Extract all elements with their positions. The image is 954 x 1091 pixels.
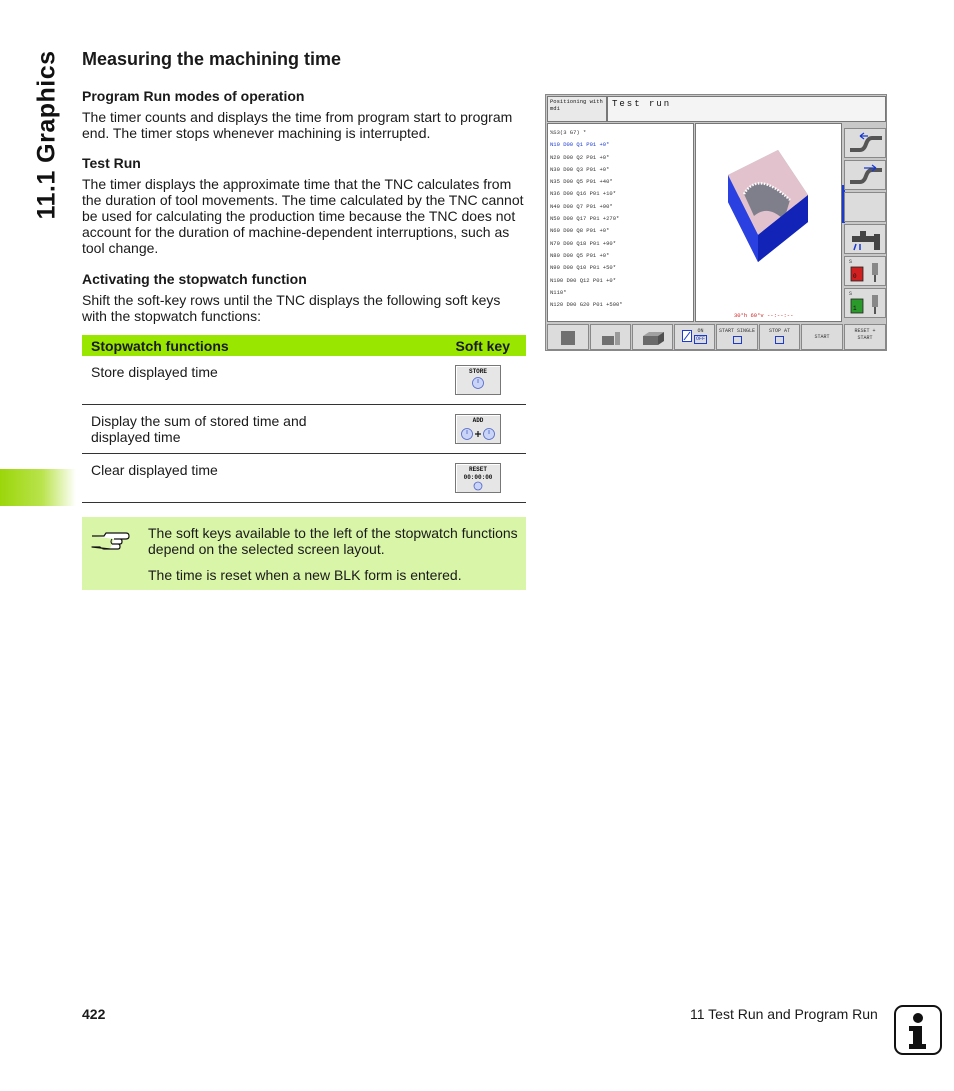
table-header (82, 335, 526, 356)
program-line: N110* (550, 288, 567, 296)
start-softkey[interactable] (801, 324, 843, 350)
spindle-on-softkey[interactable] (844, 288, 886, 318)
curve-arrow-left-icon (848, 132, 884, 156)
time-readout: 30°h 60°v --:--:-- (734, 312, 794, 319)
spindle-icon (848, 260, 884, 284)
chapter-side-tab (30, 50, 64, 220)
empty-softkey[interactable] (844, 192, 886, 222)
program-line: N70 D00 Q18 P01 +90* (550, 239, 617, 247)
program-run-text: The timer counts and displays the time from program start to program end. The timer stops whenever machining is interrupted. (82, 109, 513, 141)
spindle-off-value: 0 (853, 273, 857, 280)
note-box (82, 517, 526, 590)
program-line: N50 D00 Q17 P01 +270* (550, 215, 620, 223)
off-label: OFF (695, 336, 705, 342)
square-icon (560, 330, 576, 346)
checkbox-icon (733, 336, 742, 344)
table-row (82, 454, 526, 503)
softkey-label: S (849, 291, 853, 297)
program-line: N80 D00 Q5 P01 +0* (550, 251, 610, 259)
program-line: N35 D00 Q5 P01 +40* (550, 178, 613, 186)
view-3d-softkey[interactable] (632, 324, 673, 350)
coolant-softkey[interactable] (844, 224, 886, 254)
stopwatch-icon (456, 481, 500, 499)
stopwatch-icon (456, 376, 500, 394)
primary-mode-label: Test run (607, 96, 886, 122)
view-projection-softkey[interactable] (590, 324, 631, 350)
softkey-time-value: 00:00:00 (463, 474, 493, 481)
header-stopwatch-functions: Stopwatch functions (91, 337, 229, 354)
info-icon (893, 1004, 943, 1056)
note-text-1: The soft keys available to the left of the stopwatch functions depend on the selected screen layout. (148, 525, 518, 557)
program-line: N100 D00 Q12 P01 +0* (550, 276, 617, 284)
program-line-active: N10 D00 Q1 P01 +0* (550, 141, 610, 149)
3d-block-icon (640, 330, 666, 346)
stopwatch-heading: Activating the stopwatch function (82, 271, 307, 287)
softkey-label: S (849, 259, 853, 265)
softkey-label: ADD (472, 417, 484, 424)
program-line: N36 D00 Q16 P01 +10* (550, 190, 617, 198)
program-line: N20 D00 Q2 P01 +0* (550, 153, 610, 161)
program-line: N40 D00 Q7 P01 +90* (550, 202, 613, 210)
pointing-hand-icon (90, 528, 130, 554)
stopwatch-sum-icon (456, 425, 500, 443)
function-description: Clear displayed time (91, 462, 218, 478)
stopwatch-table (82, 335, 526, 503)
table-row (82, 405, 526, 454)
checkbox-icon (775, 336, 784, 344)
projection-icon (600, 330, 622, 346)
function-description: Display the sum of stored time and displayed time (91, 413, 307, 445)
note-text-2: The time is reset when a new BLK form is entered. (148, 567, 462, 583)
stopwatch-text: Shift the soft-key rows until the TNC displays the following soft keys with the stopwatch functions: (82, 292, 501, 324)
softkey-label: RESET (468, 466, 487, 473)
program-line: N60 D00 Q8 P01 +0* (550, 227, 610, 235)
start-single-softkey[interactable] (716, 324, 758, 350)
softkey-label: START (814, 334, 830, 340)
workpiece-3d-graphic (696, 124, 841, 309)
table-row (82, 356, 526, 405)
add-softkey[interactable] (455, 414, 501, 444)
secondary-mode-label: Positioning with mdi (547, 96, 607, 122)
stop-at-softkey[interactable] (759, 324, 800, 350)
store-softkey[interactable] (455, 365, 501, 395)
curve-arrow-right-icon (848, 164, 884, 188)
program-line: N120 D00 G20 P01 +500* (550, 301, 623, 309)
reset-softkey[interactable] (455, 463, 501, 493)
jump-right-softkey[interactable] (844, 160, 886, 190)
block-skip-icon (682, 330, 692, 342)
graphics-window (695, 123, 842, 322)
test-run-heading: Test Run (82, 155, 141, 171)
program-line: %S3(3 G7) * (550, 129, 587, 136)
function-description: Store displayed time (91, 364, 218, 380)
spindle-icon (848, 292, 884, 316)
softkey-label: STORE (468, 368, 487, 375)
block-skip-softkey[interactable] (674, 324, 715, 350)
spindle-off-softkey[interactable] (844, 256, 886, 286)
on-label: ON (697, 328, 704, 334)
program-line: N30 D00 Q3 P01 +0* (550, 165, 610, 173)
chapter-footer: 11 Test Run and Program Run (690, 1006, 878, 1022)
view-plan-softkey[interactable] (547, 324, 589, 350)
softkey-label: STOP AT (768, 328, 790, 334)
chapter-color-marker (0, 469, 76, 506)
reset-start-softkey[interactable] (844, 324, 886, 350)
tnc-screen (545, 94, 887, 351)
chapter-side-title: 11.1 Graphics (32, 50, 61, 220)
jump-left-softkey[interactable] (844, 128, 886, 158)
header-soft-key: Soft key (455, 337, 510, 354)
softkey-label: START SINGLE (718, 328, 755, 334)
program-listing (547, 123, 694, 322)
softkey-label: RESET + START (854, 328, 876, 341)
spindle-on-value: 1 (853, 305, 857, 312)
tap-icon (848, 228, 884, 252)
program-line: N90 D00 Q10 P01 +50* (550, 264, 617, 272)
program-run-heading: Program Run modes of operation (82, 88, 305, 104)
page-number: 422 (82, 1006, 106, 1022)
test-run-text: The timer displays the approximate time that the TNC calculates from the duration of tool movements. The time calculated by the TNC cannot be used for calculating the production time because the TNC does not account for the duration of machine-dependent interruptions, such as tool change. (82, 176, 524, 256)
section-title: Measuring the machining time (82, 49, 342, 69)
